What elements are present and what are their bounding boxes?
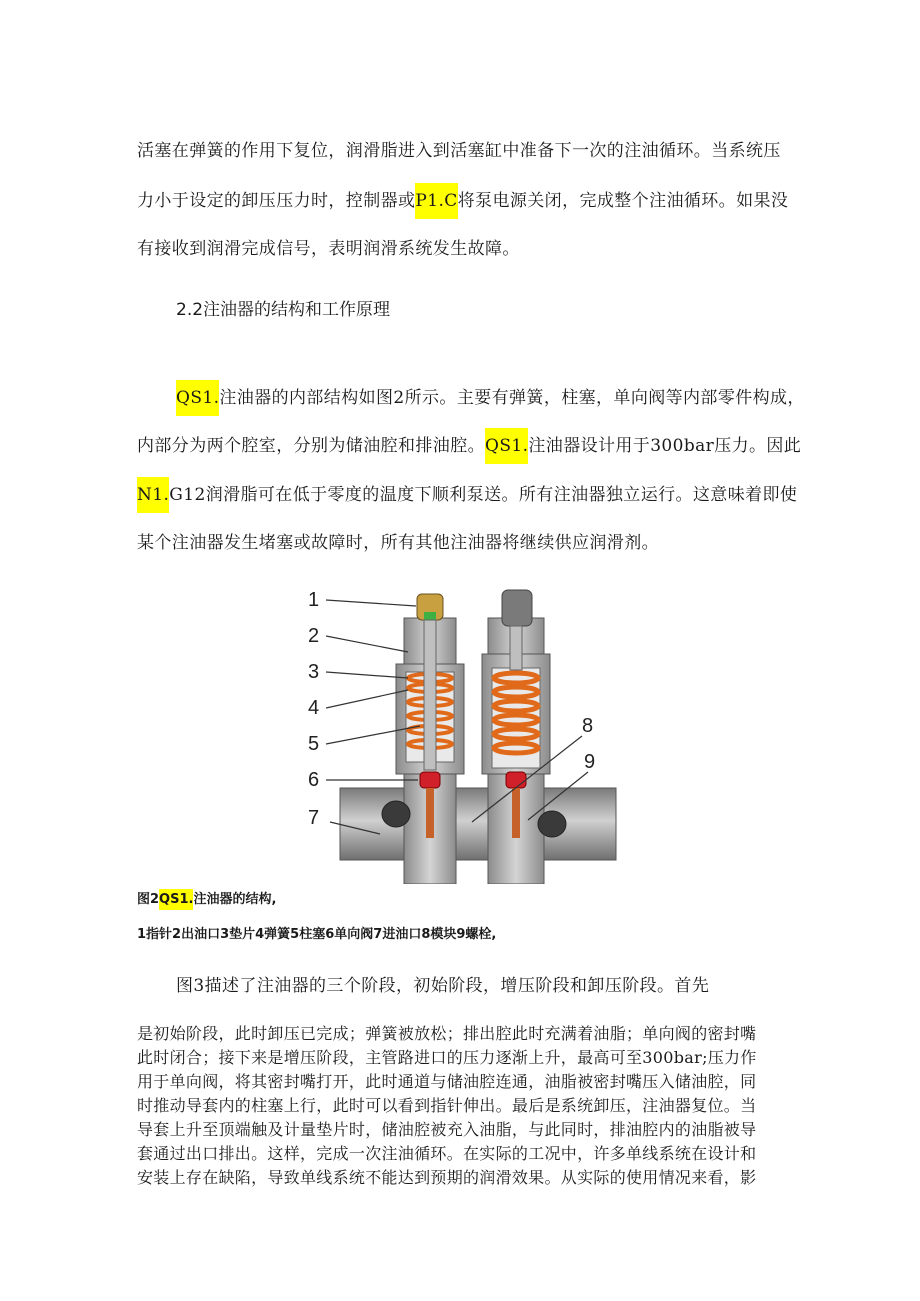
paragraph-2-line-4: 某个注油器发生堵塞或故障时，所有其他注油器将继续供应润滑剂。 [137, 533, 659, 553]
text-segment: G12润滑脂可在低于零度的温度下顺利泵送。所有注油器独立运行。这意味着即使 [169, 485, 798, 505]
paragraph-3-line-4: 用于单向阀，将其密封嘴打开，此时通道与储油腔连通，油脂被密封嘴压入储油腔，同 [137, 1072, 757, 1091]
paragraph-1-line-2 [137, 186, 788, 211]
callout-label: 9 [584, 751, 596, 773]
figure-caption-legend: 1指针2出油口3垫片4弹簧5柱塞6单向阀7进油口8模块9螺栓, [137, 927, 497, 942]
text-segment: 力小于设定的卸压压力时，控制器或 [137, 191, 416, 211]
paragraph-3-line-2: 是初始阶段，此时卸压已完成；弹簧被放松；排出腔此时充满着油脂；单向阀的密封嘴 [137, 1024, 757, 1043]
right-plunger [510, 626, 522, 670]
callout-label: 1 [308, 589, 320, 611]
paragraph-3-line-1: 图3描述了注油器的三个阶段，初始阶段，增压阶段和卸压阶段。首先 [176, 976, 710, 996]
callout-label: 5 [308, 733, 320, 755]
callout-label: 2 [308, 625, 320, 647]
right-outlet-channel [512, 788, 520, 838]
left-plunger [424, 620, 436, 770]
paragraph-3-line-7: 套通过出口排出。这样，完成一次注油循环。在实际的工况中，许多单线系统在设计和 [137, 1144, 757, 1163]
paragraph-3-line-3: 此时闭合；接下来是增压阶段，主管路进口的压力逐渐上升，最高可至300bar;压力作 [137, 1048, 757, 1067]
left-pointer-indicator [424, 612, 436, 620]
figure-caption-title [137, 888, 276, 907]
left-outlet-channel [426, 788, 434, 838]
paragraph-3-line-5: 时推动导套内的柱塞上行，此时可以看到指针伸出。最后是系统卸压，注油器复位。当 [137, 1096, 757, 1115]
paragraph-2-line-3 [137, 480, 797, 505]
paragraph-1-line-1: 活塞在弹簧的作用下复位，润滑脂进入到活塞缸中准备下一次的注油循环。当系统压 [137, 141, 781, 161]
text-segment: 内部分为两个腔室，分别为储油腔和排油腔。 [137, 436, 485, 456]
main-pipe [340, 788, 616, 860]
highlight-mark: QS1. [485, 428, 528, 464]
section-heading: 2.2注油器的结构和工作原理 [176, 300, 391, 320]
right-pointer-cap [502, 590, 532, 626]
callout-label: 3 [308, 661, 320, 683]
paragraph-1-line-3: 有接收到润滑完成信号，表明润滑系统发生故障。 [137, 239, 520, 259]
paragraph-2-line-1 [176, 383, 805, 408]
callout-label: 8 [582, 715, 594, 737]
text-segment: 将泵电源关闭，完成整个注油循环。如果没 [457, 191, 789, 211]
right-bolt-hole [538, 811, 566, 837]
highlight-mark: QS1. [159, 889, 193, 910]
left-inlet-hole [382, 801, 410, 827]
highlight-mark: P1.C [415, 183, 457, 219]
text-segment: 注油器的内部结构如图2所示。主要有弹簧，柱塞，单向阀等内部零件构成， [219, 388, 805, 408]
text-segment: 注油器设计用于300bar压力。因此 [528, 436, 802, 456]
callout-label: 7 [308, 807, 320, 829]
text-segment: 注油器的结构, [193, 892, 277, 907]
callout-label: 6 [308, 769, 320, 791]
paragraph-2-line-2 [137, 431, 801, 456]
paragraph-3-line-8: 安装上存在缺陷，导致单线系统不能达到预期的润滑效果。从实际的使用情况来看，影 [137, 1168, 757, 1187]
highlight-mark: N1. [137, 477, 169, 513]
paragraph-3-line-6: 导套上升至顶端触及计量垫片时，储油腔被充入油脂，与此同时，排油腔内的油脂被导 [137, 1120, 757, 1139]
left-check-valve [420, 772, 440, 788]
right-check-valve [506, 772, 526, 788]
callout-label: 4 [308, 697, 320, 719]
injector-structure-figure [296, 584, 618, 884]
text-segment: 图2 [137, 892, 160, 907]
highlight-mark: QS1. [176, 380, 219, 416]
